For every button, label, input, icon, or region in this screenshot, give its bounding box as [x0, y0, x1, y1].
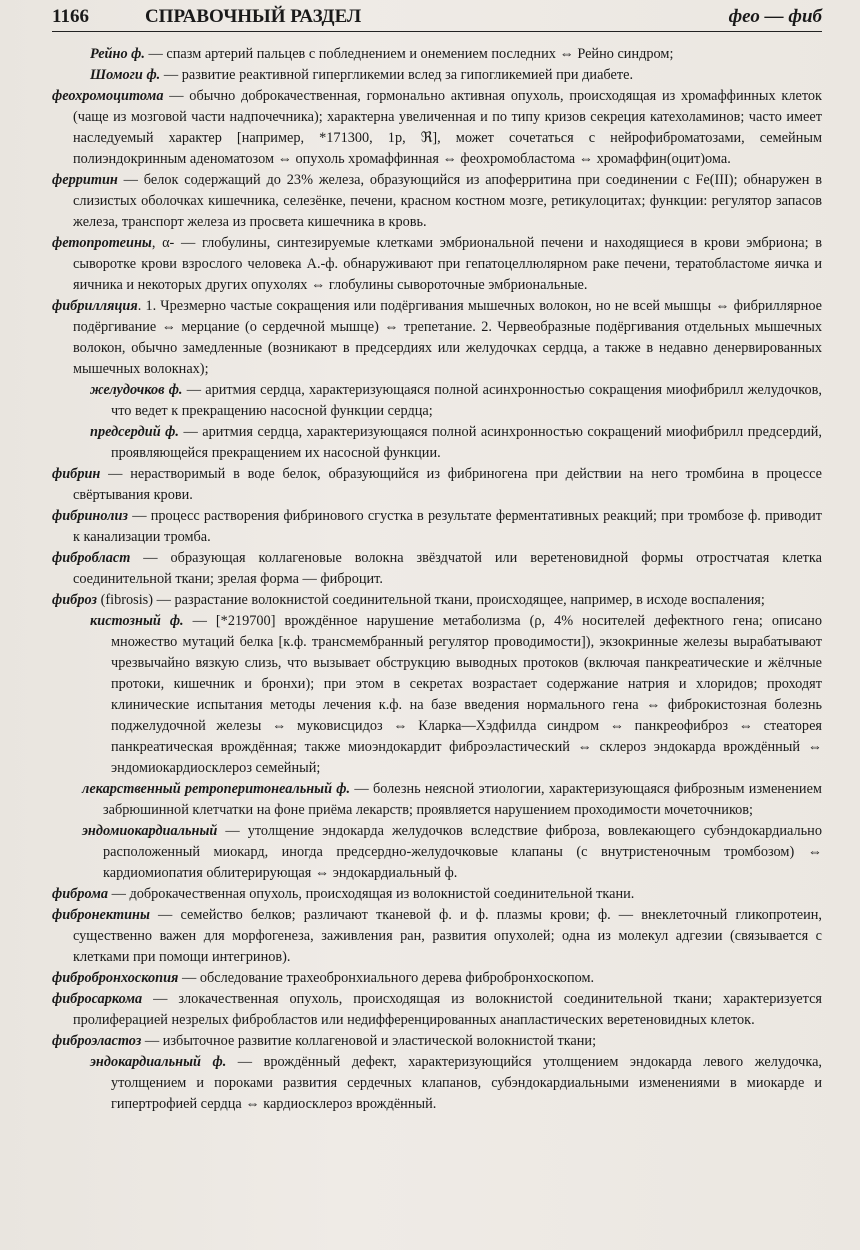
dictionary-entry: [52, 989, 822, 1031]
entry-headword: фибринолиз: [52, 508, 129, 524]
entry-headword: фиброма: [52, 886, 109, 902]
entry-headword: фиброэластоз: [52, 1033, 142, 1049]
dictionary-entry: [52, 422, 822, 464]
entry-definition: — обычно доброкачественная, гормонально активная опухоль, происходящая из хромаффинных клеток (чаще из мозговой части надпочечника); характерна увеличенная и по типу кризов секреция катехоламинов; часто имеет наследуемый характер [например, *171300, 1p, ℜ], может сочетаться с нейрофиброматозами, семейным полиэндокринным аденоматозом ⇔ опухоль хромаффинная ⇔ феохромобластома ⇔ хромаффин(оцит)ома.: [73, 88, 822, 167]
dictionary-entry: [52, 779, 822, 821]
entry-headword: Рейно ф.: [90, 46, 145, 62]
page-header: [52, 6, 822, 32]
dictionary-entry: [52, 968, 822, 989]
entry-definition: — развитие реактивной гипергликемии вслед за гипогликемией при диабете.: [160, 67, 634, 83]
dictionary-entry: [52, 380, 822, 422]
entry-definition: — доброкачественная опухоль, происходящая из волокнистой соединительной ткани.: [108, 886, 635, 902]
entry-definition: — нерастворимый в воде белок, образующийся из фибриногена при действии на него тромбина в процессе свёртывания крови.: [73, 466, 822, 503]
dictionary-entry: [52, 548, 822, 590]
dictionary-entry: [52, 590, 822, 611]
dictionary-entry: [52, 506, 822, 548]
entry-headword: фиброз: [52, 592, 98, 608]
entry-definition: — врождённый дефект, характеризующийся утолщением эндокарда левого желудочка, утолщением и пороками развития сердечных клапанов, субэндокардиальными изменениями в миокарде и гипертрофией сердца ⇔ кардиосклероз врождённый.: [111, 1054, 822, 1112]
section-title: СПРАВОЧНЫЙ РАЗДЕЛ: [144, 6, 362, 27]
dictionary-entry: [52, 464, 822, 506]
dictionary-entry: [52, 1052, 822, 1115]
dictionary-entry: [52, 296, 822, 380]
entry-headword: эндомиокардиальный: [82, 823, 218, 839]
entry-definition: — обследование трахеобронхиального дерева фибробронхоскопом.: [178, 970, 595, 986]
entry-definition: — семейство белков; различают тканевой ф. и ф. плазмы крови; ф. — внеклеточный гликопротеин, существенно важен для морфогенеза, заживления ран, развития опухолей; одна из молекул адгезии (связывается с клетками при помощи интегринов).: [73, 907, 822, 965]
entry-range: фео — фиб: [728, 6, 822, 27]
entry-definition: — белок содержащий до 23% железа, образующийся из апоферритина при соединении с Fe(III); обнаружен в слизистых оболочках кишечника, селезёнке, печени, красном костном мозге, ретикулоцитах; функции: регулятор запасов железа, транспорт железа из просвета кишечника в кровь.: [73, 172, 822, 230]
entry-headword: фибронектины: [52, 907, 150, 923]
dictionary-entry: [52, 44, 822, 65]
entry-headword: желудочков ф.: [90, 382, 183, 398]
entry-definition: . 1. Чрезмерно частые сокращения или подёргивания мышечных волокон, но не всей мышцы ⇔ фибриллярное подёргивание ⇔ мерцание (о сердечной мышце) ⇔ трепетание. 2. Червеобразные подёргивания отдельных мышечных волокон, обычно замедленные (возникают в предсердиях или желудочках сердца, а также в недавно денервированных мышечных волокнах);: [73, 298, 822, 377]
entries-list: [52, 44, 822, 1115]
entry-definition: — [*219700] врождённое нарушение метаболизма (ρ, 4% носителей дефектного гена; описано множество мутаций белка [к.ф. трансмембранный регулятор проводимости]), экзокринные железы вырабатывают чрезвычайно вязкую слизь, что вызывает обструкцию выводных протоков (включая панкреатические и жёлчные протоки, кишечник и бронхи); при этом в секретах возрастает содержание натрия и хлоридов; проходят клинические испытания методы лечения к.ф. на базе введения нормального гена ⇔ фиброкистозная болезнь поджелудочной железы ⇔ муковисцидоз ⇔ Кларка—Хэдфилда синдром ⇔ панкреофиброз ⇔ стеаторея панкреатическая врождённая; также миоэндокардит фиброэластический ⇔ склероз эндокарда врождённый ⇔ эндомиокардиосклероз семейный;: [111, 613, 822, 776]
entry-headword: фибрин: [52, 466, 101, 482]
entry-definition: — злокачественная опухоль, происходящая из волокнистой соединительной ткани; характеризуется пролиферацией незрелых фибробластов или недифференцированных анапластических веретеновидных клеток.: [73, 991, 822, 1028]
entry-headword: фибробласт: [52, 550, 131, 566]
entry-definition: — спазм артерий пальцев с побледнением и онемением последних ⇔ Рейно синдром;: [144, 46, 674, 62]
entry-headword: Шомоги ф.: [90, 67, 161, 83]
entry-headword: фетопротеины: [52, 235, 152, 251]
entry-definition: , α- — глобулины, синтезируемые клетками эмбриональной печени и находящиеся в крови эмбриона; в сыворотке крови взрослого человека А.-ф. обнаруживают при гепатоцеллюлярном раке печени, тератобластоме яичка и яичника и некоторых других опухолях ⇔ глобулины сывороточные эмбриональные.: [73, 235, 822, 293]
entry-definition: — избыточное развитие коллагеновой и эластической волокнистой ткани;: [141, 1033, 597, 1049]
dictionary-entry: [52, 905, 822, 968]
dictionary-entry: [52, 1031, 822, 1052]
dictionary-entry: [52, 86, 822, 170]
entry-headword: лекарственный ретроперитонеальный ф.: [82, 781, 351, 797]
entry-definition: — процесс растворения фибринового сгустка в результате ферментативных реакций; при тромбозе ф. приводит к канализации тромба.: [73, 508, 822, 545]
dictionary-entry: [52, 611, 822, 779]
entry-definition: (fibrosis) — разрастание волокнистой соединительной ткани, происходящее, например, в исходе воспаления;: [97, 592, 765, 608]
entry-headword: фибробронхоскопия: [52, 970, 179, 986]
dictionary-entry: [52, 233, 822, 296]
entry-headword: ферритин: [52, 172, 118, 188]
entry-definition: — образующая коллагеновые волокна звёздчатой или веретеновидной формы отростчатая клетка соединительной ткани; зрелая форма — фиброцит.: [73, 550, 822, 587]
page-number: 1166: [52, 6, 89, 27]
entry-definition: — аритмия сердца, характеризующаяся полной асинхронностью сокращений миофибрилл предсердий, проявляющейся прекращением их насосной функции.: [111, 424, 822, 461]
entry-definition: — болезнь неясной этиологии, характеризующаяся фиброзным изменением забрюшинной клетчатки на фоне приёма лекарств; проявляется нарушением проходимости мочеточников;: [103, 781, 822, 818]
entry-headword: фибрилляция: [52, 298, 138, 314]
dictionary-entry: [52, 170, 822, 233]
dictionary-entry: [52, 65, 822, 86]
entry-headword: феохромоцитома: [52, 88, 164, 104]
entry-headword: фибросаркома: [52, 991, 143, 1007]
entry-definition: — аритмия сердца, характеризующаяся полной асинхронностью сокращения миофибрилл желудочков, что ведет к прекращению насосной функции сердца;: [111, 382, 822, 419]
dictionary-entry: [52, 821, 822, 884]
dictionary-entry: [52, 884, 822, 905]
entry-definition: — утолщение эндокарда желудочков вследствие фиброза, вовлекающего субэндокардиально расположенный миокард, иногда предсердно-желудочковые клапаны (с внутристеночным тромбозом) ⇔ кардиомиопатия облитерирующая ⇔ эндокардиальный ф.: [103, 823, 822, 881]
entry-headword: эндокардиальный ф.: [90, 1054, 227, 1070]
entry-headword: предсердий ф.: [90, 424, 179, 440]
entry-headword: кистозный ф.: [90, 613, 184, 629]
